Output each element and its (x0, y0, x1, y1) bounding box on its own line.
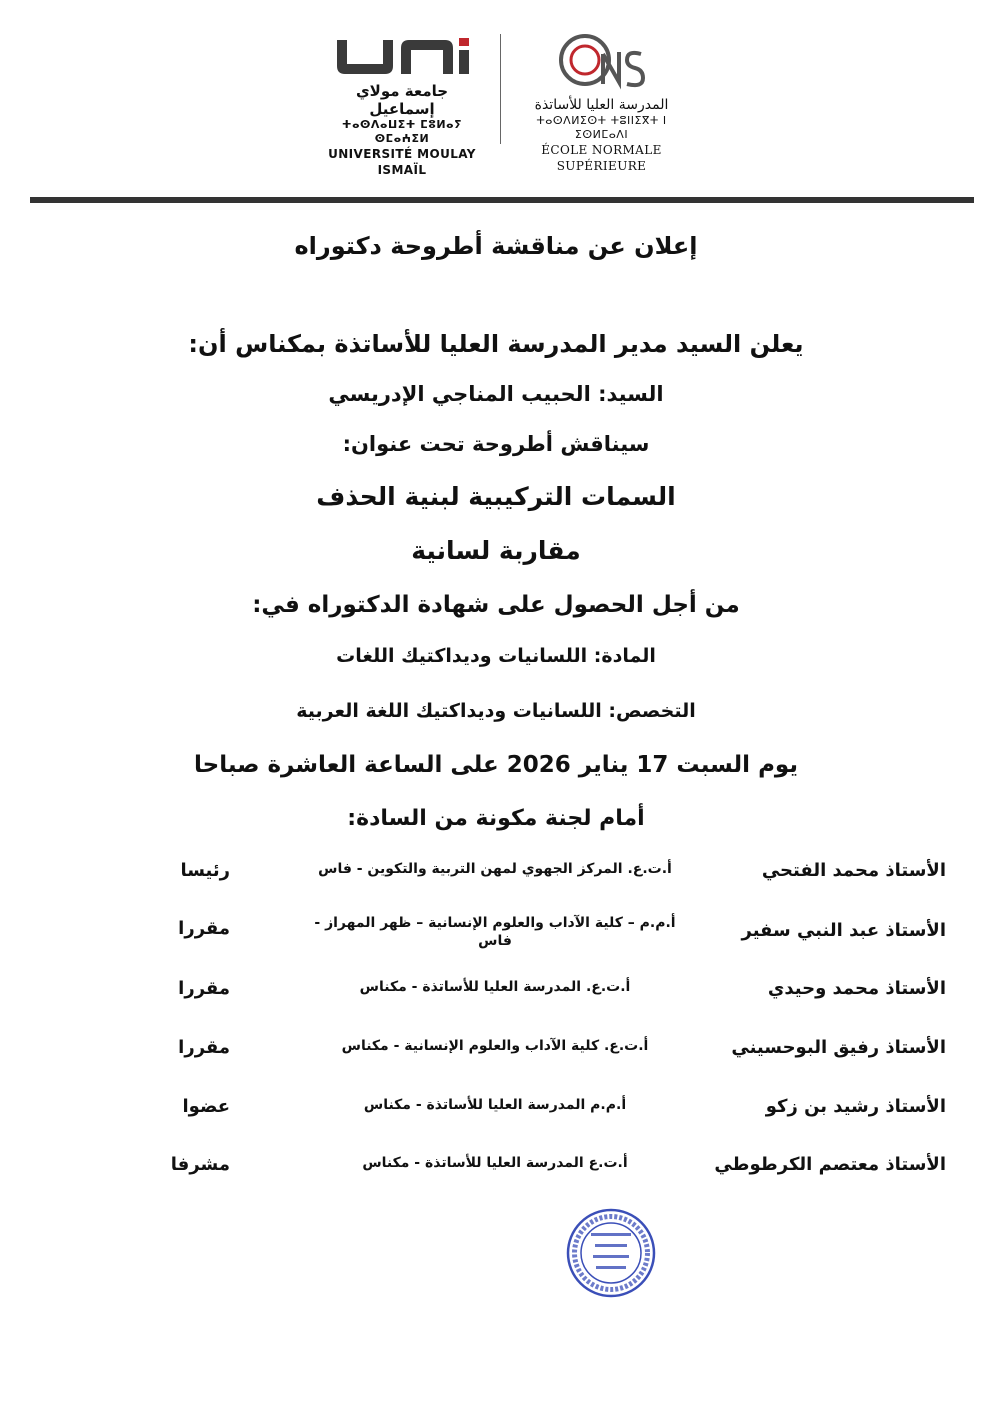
ens-arabic-name: المدرسة العليا للأساتذة (534, 97, 669, 113)
letterhead (0, 28, 992, 177)
member-affiliation: أ.م.م – كلية الآداب والعلوم الإنسانية – ظهر المهراز - فاس (314, 915, 676, 949)
official-stamp (565, 1207, 657, 1299)
degree-specialty: التخصص: اللسانيات وديداكتيك اللغة العربية (296, 700, 696, 722)
header-rule (30, 197, 974, 203)
member-name: الأستاذ رشيد بن زكو (765, 1096, 946, 1117)
member-affiliation: أ.ت.ع. المدرسة العليا للأساتذة - مكناس (359, 979, 631, 995)
defense-line: سيناقش أطروحة تحت عنوان: (342, 432, 650, 456)
thesis-subtitle: مقاربة لسانية (411, 536, 581, 565)
member-role: مشرفا (170, 1154, 230, 1175)
committee-intro: أمام لجنة مكونة من السادة: (347, 806, 645, 831)
member-role: رئيسا (180, 860, 230, 881)
umi-logo-mark (327, 36, 477, 78)
committee-row (150, 1096, 960, 1146)
member-role: مقررا (178, 1037, 230, 1058)
logo-separator (500, 34, 501, 144)
committee-row (150, 914, 960, 964)
member-affiliation: أ.ت.ع المدرسة العليا للأساتذة - مكناس (362, 1155, 628, 1171)
member-name: الأستاذ معتصم الكرطوطي (714, 1154, 946, 1175)
ens-french-name: ÉCOLE NORMALE SUPÉRIEURE (541, 143, 662, 173)
member-affiliation: أ.م.م المدرسة العليا للأساتذة - مكناس (363, 1097, 627, 1113)
umi-arabic-name: جامعة مولاي إسماعيل (355, 82, 449, 118)
member-role: مقررا (178, 918, 230, 939)
announcement-intro: يعلن السيد مدير المدرسة العليا للأساتذة بمكناس أن: (188, 330, 804, 358)
degree-subject: المادة: اللسانيات وديداكتيك اللغات (336, 645, 656, 667)
defense-date: يوم السبت 17 يناير 2026 على الساعة العاشرة صباحا (194, 752, 798, 778)
member-name: الأستاذ محمد الفتحي (761, 860, 946, 881)
member-name: الأستاذ عبد النبي سفير (741, 920, 946, 941)
ens-logo (514, 32, 689, 174)
umi-logo (322, 36, 482, 178)
committee-row (150, 860, 960, 910)
member-affiliation: أ.ت.ع. كلية الآداب والعلوم الإنسانية - مكناس (341, 1038, 649, 1054)
announcement-title: إعلان عن مناقشة أطروحة دكتوراه (294, 232, 698, 260)
ens-tifinagh-name: ⵜⴰⵙⴷⵍⵉⵙⵜ ⵜⵓⵏⵏⵉⴳⵜ ⵏ ⵉⵙⵍⵎⴰⴷⵏ (536, 114, 667, 141)
committee-row (150, 1154, 960, 1204)
member-role: عضوا (182, 1096, 230, 1117)
committee-row (150, 1037, 960, 1087)
member-name: الأستاذ محمد وحيدي (767, 978, 946, 999)
thesis-title: السمات التركيبية لبنية الحذف (316, 482, 676, 511)
committee-row (150, 978, 960, 1028)
umi-french-name: UNIVERSITÉ MOULAY ISMAÏL (328, 147, 476, 177)
degree-purpose: من أجل الحصول على شهادة الدكتوراه في: (252, 592, 740, 618)
member-name: الأستاذ رفيق البوحسيني (731, 1037, 946, 1058)
ens-logo-mark (557, 32, 647, 94)
member-role: مقررا (178, 978, 230, 999)
umi-tifinagh-name: ⵜⴰⵙⴷⴰⵡⵉⵜ ⵎⵓⵍⴰⵢ ⵙⵎⴰⵄⵉⵍ (341, 118, 463, 145)
candidate-name: السيد: الحبيب المناجي الإدريسي (328, 382, 664, 406)
member-affiliation: أ.ت.ع. المركز الجهوي لمهن التربية والتكوين - فاس (318, 861, 672, 877)
